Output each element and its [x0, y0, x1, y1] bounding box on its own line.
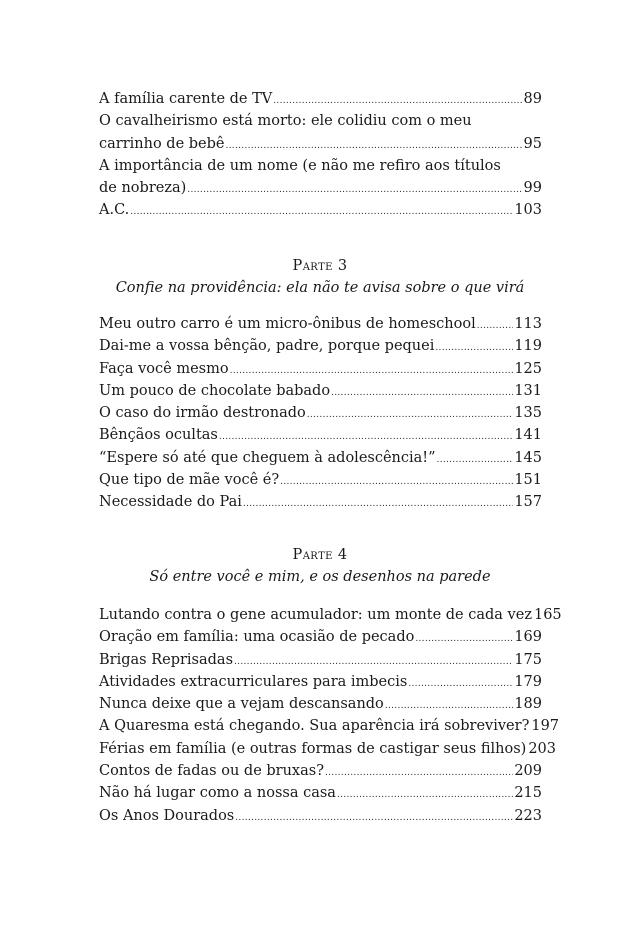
toc-entry	[99, 782, 542, 804]
toc-entry-title: O caso do irmão destronado	[99, 405, 306, 422]
toc-entry-line	[99, 491, 542, 513]
toc-entry-title: O cavalheirismo está morto: ele colidiu com o meu	[99, 113, 472, 130]
toc-entry	[99, 649, 542, 671]
toc-entry-title: Nunca deixe que a vejam descansando	[99, 696, 384, 713]
dot-leader	[408, 673, 513, 695]
toc-entry	[99, 693, 542, 715]
toc-entry-line	[99, 782, 542, 804]
toc-page-number: 169	[514, 629, 542, 646]
toc-page-number: 95	[523, 135, 542, 152]
toc-entry-line	[99, 715, 560, 737]
toc-page-number: 145	[514, 449, 542, 466]
toc-entry	[99, 313, 542, 335]
toc-entry-line	[99, 626, 542, 648]
toc-entry-title: Férias em família (e outras formas de castigar seus filhos)	[99, 740, 527, 757]
toc-entry	[99, 424, 542, 446]
toc-list-top	[99, 88, 542, 222]
part-4-label: Parte 4	[292, 547, 348, 563]
toc-entry-line	[99, 424, 542, 446]
toc-page-number: 151	[514, 472, 542, 489]
toc-entry	[99, 626, 542, 648]
dot-leader	[325, 762, 513, 784]
toc-entry-title: Meu outro carro é um micro-ônibus de homeschool	[99, 316, 476, 332]
toc-entry	[99, 402, 542, 424]
toc-entry-title: A.C.	[99, 202, 130, 219]
toc-entry	[99, 358, 542, 380]
toc-page-number: 197	[531, 718, 560, 735]
toc-entry	[99, 715, 560, 737]
toc-page-number: 209	[514, 763, 542, 780]
dot-leader	[477, 315, 514, 337]
toc-list-part-4	[99, 604, 562, 827]
dot-leader	[234, 651, 513, 673]
dot-leader	[235, 807, 513, 829]
dot-leader	[385, 695, 514, 717]
toc-entry	[99, 110, 542, 155]
toc-entry-line	[99, 760, 542, 782]
toc-entry-line	[99, 693, 542, 715]
toc-entry	[99, 380, 542, 402]
toc-entry	[99, 738, 557, 760]
toc-page-number: 119	[514, 338, 542, 355]
toc-entry-title: Faça você mesmo	[99, 360, 229, 377]
toc-entry-line	[99, 335, 542, 357]
toc-page-number: 165	[533, 607, 562, 623]
toc-entry-title: Dai-me a vossa bênção, padre, porque pequei	[99, 338, 435, 355]
toc-page-number: 175	[514, 651, 542, 668]
toc-page-number: 157	[514, 494, 542, 511]
part-3-label: Parte 3	[292, 258, 348, 274]
dot-leader	[337, 784, 513, 806]
toc-entry	[99, 88, 542, 110]
toc-entry-line	[99, 604, 562, 626]
toc-entry-title: A Quaresma está chegando. Sua aparência irá sobreviver?	[99, 718, 530, 735]
toc-entry-line	[99, 402, 542, 424]
part-4-subtitle: Só entre você e mim, e os desenhos na parede	[149, 569, 491, 585]
toc-page-number: 203	[528, 740, 557, 757]
toc-entry-title: Atividades extracurriculares para imbecis	[99, 673, 408, 690]
toc-entry	[99, 469, 542, 491]
toc-entry-line	[99, 649, 542, 671]
toc-entry-title: carrinho de bebê	[99, 135, 225, 152]
toc-entry-line	[99, 380, 542, 402]
dot-leader	[187, 179, 522, 201]
toc-entry	[99, 199, 542, 221]
dot-leader	[130, 201, 513, 223]
toc-entry-line	[99, 805, 542, 827]
toc-entry-line	[99, 177, 542, 199]
toc-entry-title: Lutando contra o gene acumulador: um monte de cada vez	[99, 607, 532, 623]
dot-leader	[435, 337, 513, 359]
dot-leader	[437, 449, 514, 471]
toc-entry-title: Contos de fadas ou de bruxas?	[99, 763, 324, 780]
toc-page-number: 99	[523, 180, 542, 197]
toc-list-part-3	[99, 313, 542, 514]
toc-page-number: 113	[514, 316, 542, 332]
dot-leader	[415, 628, 513, 650]
dot-leader	[280, 471, 513, 493]
toc-entry	[99, 491, 542, 513]
toc-entry-title: Os Anos Dourados	[99, 807, 235, 824]
toc-entry-title: Não há lugar como a nossa casa	[99, 785, 336, 802]
toc-entry-title: Necessidade do Pai	[99, 494, 242, 511]
part-4-heading	[80, 544, 560, 588]
toc-entry	[99, 155, 542, 200]
toc-page-number: 89	[523, 91, 542, 107]
toc-entry-line	[99, 155, 542, 177]
dot-leader	[307, 404, 514, 426]
toc-page-number: 223	[514, 807, 542, 824]
toc-page-number: 131	[514, 382, 542, 399]
toc-page-number: 141	[514, 427, 542, 444]
toc-entry	[99, 335, 542, 357]
toc-entry-title: “Espere só até que cheguem à adolescência!”	[99, 449, 436, 466]
dot-leader	[243, 493, 513, 515]
toc-page-number: 103	[514, 202, 542, 219]
toc-entry-title: Brigas Reprisadas	[99, 651, 234, 668]
toc-entry-title: Oração em família: uma ocasião de pecado	[99, 629, 415, 646]
dot-leader	[230, 360, 514, 382]
toc-page-number: 125	[514, 360, 542, 377]
toc-entry-line	[99, 447, 542, 469]
dot-leader	[225, 135, 522, 157]
toc-entry-line	[99, 671, 542, 693]
toc-entry-line	[99, 199, 542, 221]
toc-page-number: 215	[514, 785, 542, 802]
toc-entry-title: de nobreza)	[99, 180, 187, 197]
toc-page-number: 179	[514, 673, 542, 690]
part-3-heading	[80, 255, 560, 299]
toc-entry-line	[99, 110, 542, 132]
toc-entry-title: Que tipo de mãe você é?	[99, 472, 280, 489]
toc-entry	[99, 805, 542, 827]
toc-entry-title: Bênçãos ocultas	[99, 427, 218, 444]
dot-leader	[219, 426, 513, 448]
toc-entry-line	[99, 88, 542, 110]
toc-entry-line	[99, 313, 542, 335]
dot-leader	[331, 382, 513, 404]
dot-leader	[273, 90, 522, 112]
part-3-subtitle: Confie na providência: ela não te avisa sobre o que virá	[115, 280, 525, 296]
toc-entry	[99, 604, 562, 626]
toc-entry-line	[99, 133, 542, 155]
toc-page-number: 135	[514, 405, 542, 422]
toc-entry-title: Um pouco de chocolate babado	[99, 382, 331, 399]
toc-page-number: 189	[514, 696, 542, 713]
toc-entry-title: A família carente de TV	[99, 91, 273, 107]
toc-entry	[99, 760, 542, 782]
toc-entry-line	[99, 358, 542, 380]
toc-entry-line	[99, 469, 542, 491]
toc-entry-line	[99, 738, 557, 760]
toc-entry	[99, 447, 542, 469]
toc-entry	[99, 671, 542, 693]
toc-entry-title: A importância de um nome (e não me refiro aos títulos	[99, 157, 501, 174]
